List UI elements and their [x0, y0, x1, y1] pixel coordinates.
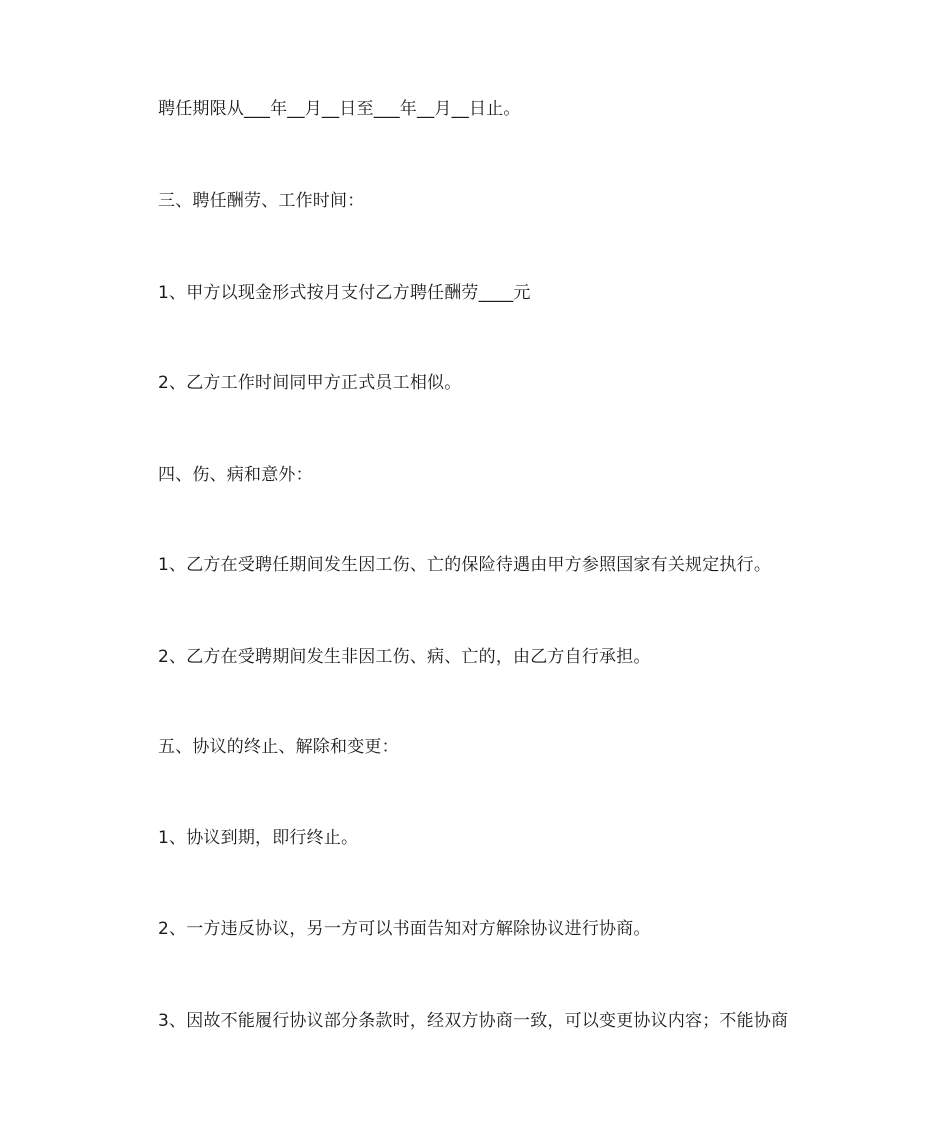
- section-5-item-3: 3、因故不能履行协议部分条款时，经双方协商一致，可以变更协议内容；不能协商: [158, 1011, 789, 1031]
- section-3-item-2: 2、乙方工作时间同甲方正式员工相似。: [158, 373, 462, 393]
- section-5-item-1: 1、协议到期，即行终止。: [158, 828, 359, 848]
- section-4-heading: 四、伤、病和意外：: [158, 465, 313, 485]
- section-3-heading: 三、聘任酬劳、工作时间：: [158, 191, 365, 211]
- section-3-item-1: 1、甲方以现金形式按月支付乙方聘任酬劳____元: [158, 283, 531, 303]
- section-4-item-1: 1、乙方在受聘任期间发生因工伤、亡的保险待遇由甲方参照国家有关规定执行。: [158, 555, 772, 575]
- term-period-line: 聘任期限从___年__月__日至___年__月__日止。: [158, 99, 521, 119]
- section-4-item-2: 2、乙方在受聘期间发生非因工伤、病、亡的，由乙方自行承担。: [158, 647, 651, 667]
- section-5-item-2: 2、一方违反协议，另一方可以书面告知对方解除协议进行协商。: [158, 919, 651, 939]
- section-5-heading: 五、协议的终止、解除和变更：: [158, 737, 399, 757]
